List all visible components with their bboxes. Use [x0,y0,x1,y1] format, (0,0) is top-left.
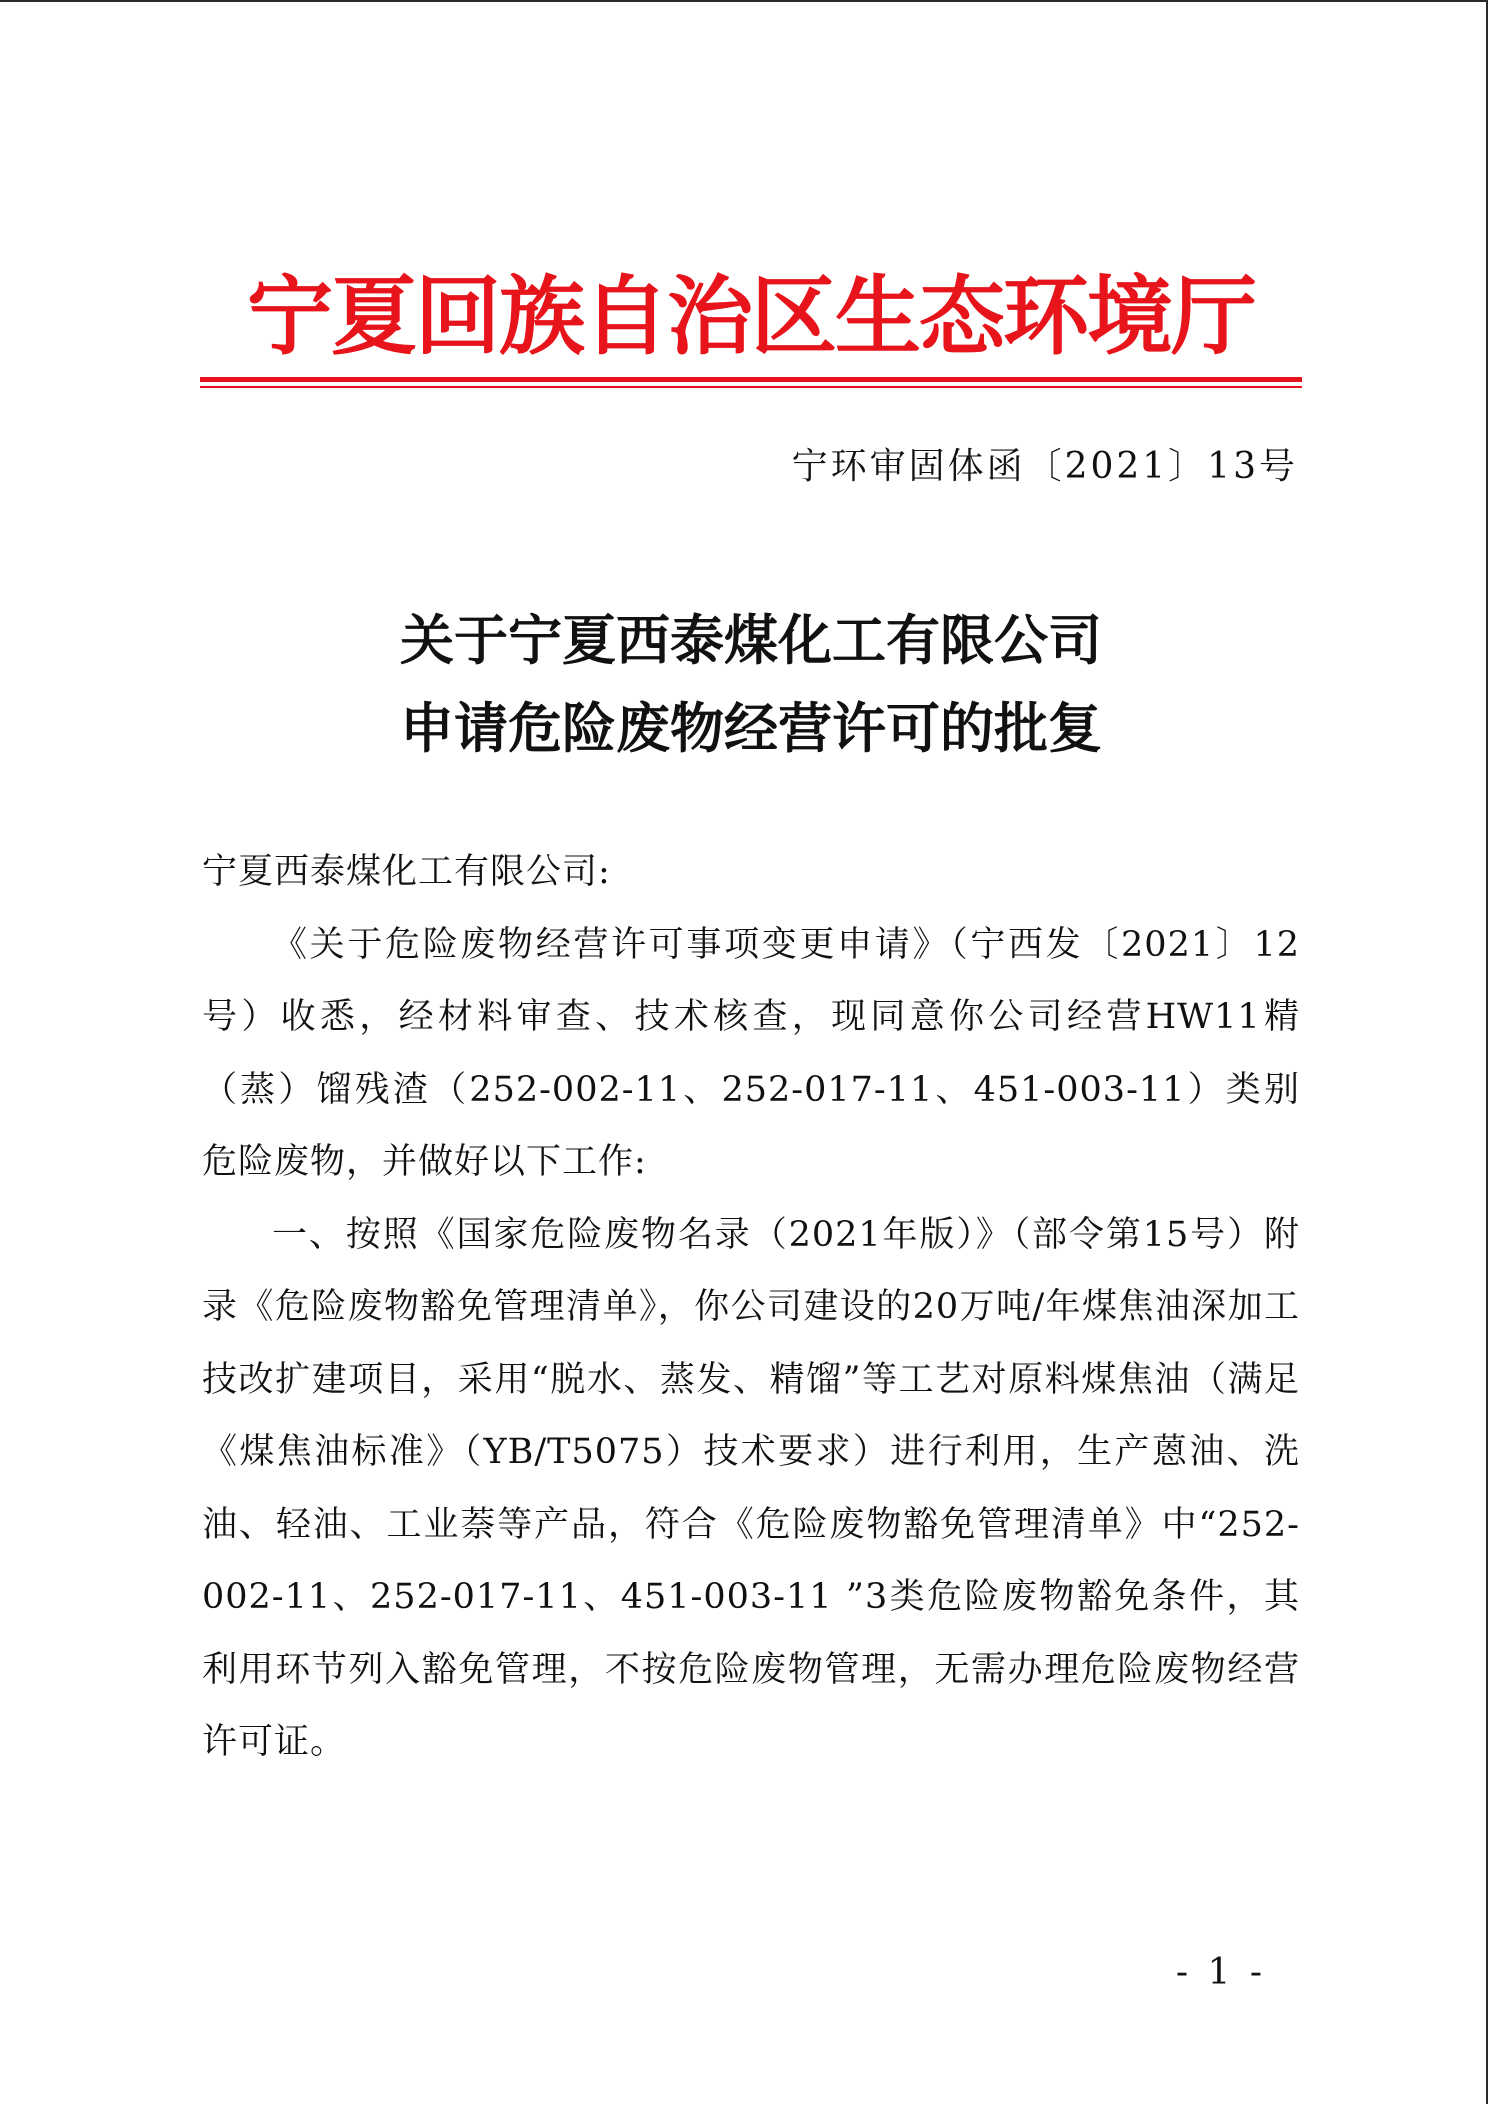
page-border-top [0,0,1488,2]
letterhead-red-rule-thin [200,386,1302,388]
body-paragraph-2: 一、按照《国家危险废物名录（2021年版）》（部令第15号）附录《危险废物豁免管理清单》，你公司建设的20万吨/年煤焦油深加工技改扩建项目，采用“脱水、蒸发、精馏”等工艺对原料煤焦油（满足《煤焦油标准》（YB/T5075）技术要求）进行利用，生产蒽油、洗油、轻油、工业萘等产品，符合《危险废物豁免管理清单》中“252-002-11、252-017-11、451-003-11 ”3类危险废物豁免条件，其利用环节列入豁免管理，不按危险废物管理，无需办理危险废物经营许可证。 [202,1214,1300,1762]
document-title [200,596,1302,772]
document-body [202,836,1300,1779]
document-title-line-2: 申请危险废物经营许可的批复 [400,696,1102,760]
page-number: - 1 - [1175,1952,1266,1993]
letterhead-red-rule-thick [200,377,1302,382]
letterhead-agency-name: 宁夏回族自治区生态环境厅 [247,266,1255,367]
document-number: 宁环审固体函〔2021〕13号 [791,446,1298,487]
salutation: 宁夏西泰煤化工有限公司: [202,852,611,892]
body-paragraph-1: 《关于危险废物经营许可事项变更申请》（宁西发〔2021〕12号）收悉，经材料审查、技术核查，现同意你公司经营HW11精（蒸）馏残渣（252-002-11、252-017-11、451-003-11）类别危险废物，并做好以下工作: [202,924,1300,1182]
document-title-line-1: 关于宁夏西泰煤化工有限公司 [400,608,1102,672]
